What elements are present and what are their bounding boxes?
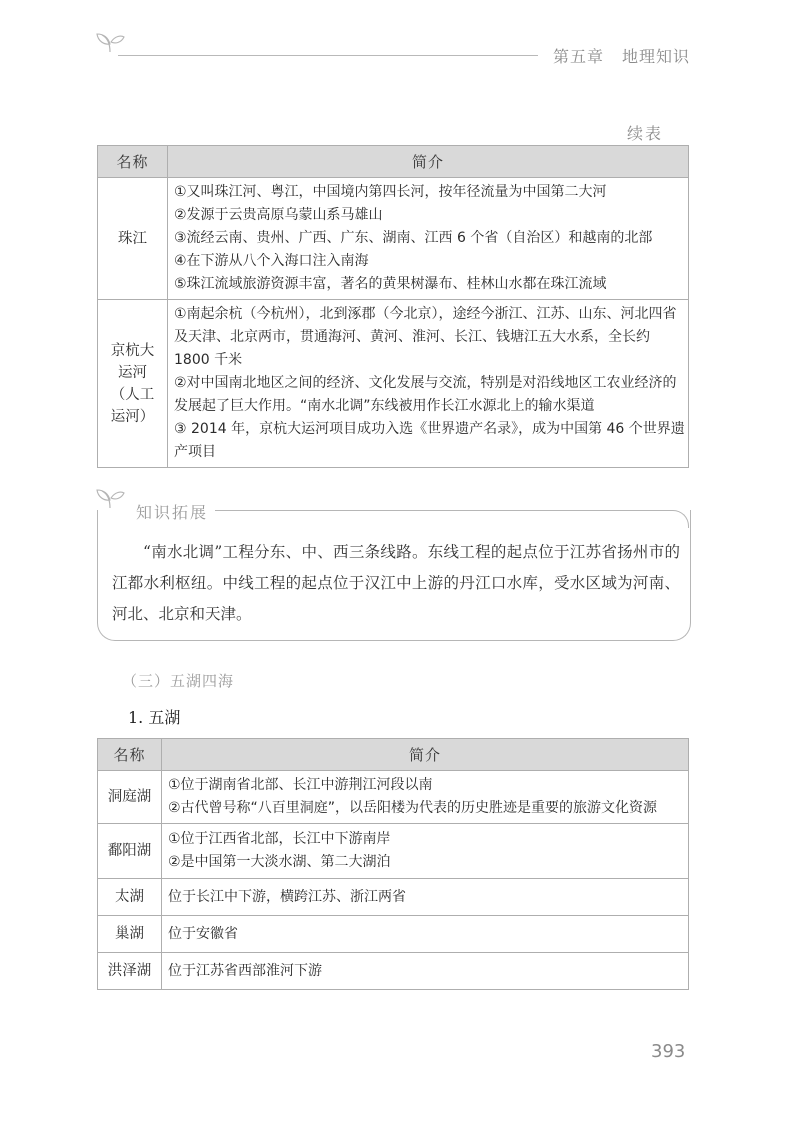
leaf-icon [94, 30, 126, 54]
col-name-header: 名称 [98, 739, 162, 771]
table-header-row [98, 146, 689, 178]
header-rule [118, 55, 538, 56]
desc-line: ②是中国第一大淡水湖、第二大湖泊 [168, 854, 391, 870]
desc-line: ①位于湖南省北部、长江中游荆江河段以南 [168, 777, 433, 793]
row-desc [168, 300, 689, 468]
table-row [98, 879, 689, 916]
desc-line: ①位于江西省北部，长江中下游南岸 [168, 831, 391, 847]
chapter-header [553, 44, 690, 67]
rivers-table [97, 145, 689, 468]
continued-label: 续表 [627, 124, 664, 143]
desc-line: ②古代曾号称“八百里洞庭”，以岳阳楼为代表的历史胜迹是重要的旅游文化资源 [168, 800, 658, 816]
table-row [98, 178, 689, 300]
row-desc [162, 771, 689, 824]
row-desc: 位于江苏省西部淮河下游 [162, 953, 689, 990]
row-name: 巢湖 [98, 916, 162, 953]
row-name: 京杭大运河（人工运河） [98, 300, 168, 468]
table-row [98, 824, 689, 879]
row-desc: 位于安徽省 [162, 916, 689, 953]
page-number: 393 [651, 1041, 686, 1062]
knowledge-text: “南水北调”工程分东、中、西三条线路。东线工程的起点位于江苏省扬州市的江都水利枢纽。中线工程的起点位于汉江中上游的丹江口水库，受水区域为河南、河北、北京和天津。 [112, 543, 680, 623]
col-desc-header: 简介 [162, 739, 689, 771]
knowledge-title: 知识拓展 [136, 503, 209, 522]
desc-line: ⑤珠江流域旅游资源丰富，著名的黄果树瀑布、桂林山水都在珠江流域 [174, 276, 607, 292]
row-desc: 位于长江中下游，横跨江苏、浙江两省 [162, 879, 689, 916]
section-title: （三）五湖四海 [122, 672, 235, 690]
table-row [98, 953, 689, 990]
col-desc-header: 简介 [168, 146, 689, 178]
desc-line: ③流经云南、贵州、广西、广东、湖南、江西 6 个省（自治区）和越南的北部 [174, 230, 653, 246]
table-row [98, 771, 689, 824]
table-header-row [98, 739, 689, 771]
row-desc [168, 178, 689, 300]
desc-line: ②对中国南北地区之间的经济、文化发展与交流，特别是对沿线地区工农业经济的发展起了巨大作用。“南水北调”东线被用作长江水源北上的输水渠道 [174, 375, 677, 414]
col-name-header: 名称 [98, 146, 168, 178]
row-name: 洪泽湖 [98, 953, 162, 990]
desc-line: ④在下游从八个入海口注入南海 [174, 253, 369, 269]
row-name: 洞庭湖 [98, 771, 162, 824]
leaf-icon [94, 486, 126, 510]
desc-line: ②发源于云贵高原乌蒙山系马雄山 [174, 207, 383, 223]
table-row [98, 916, 689, 953]
table-row [98, 300, 689, 468]
chapter-title: 地理知识 [622, 47, 691, 66]
desc-line: ①又叫珠江河、粤江，中国境内第四长河，按年径流量为中国第二大河 [174, 184, 607, 200]
lakes-table [97, 738, 689, 990]
subsection-title: 1. 五湖 [128, 708, 181, 727]
desc-line: ③ 2014 年，京杭大运河项目成功入选《世界遗产名录》，成为中国第 46 个世界遗产项目 [174, 421, 685, 460]
desc-line: ①南起余杭（今杭州），北到涿郡（今北京），途经今浙江、江苏、山东、河北四省及天津、北京两市，贯通海河、黄河、淮河、长江、钱塘江五大水系，全长约 1800 千米 [174, 306, 677, 368]
row-name: 珠江 [98, 178, 168, 300]
chapter-number: 第五章 [553, 47, 605, 66]
row-desc [162, 824, 689, 879]
row-name: 太湖 [98, 879, 162, 916]
row-name: 鄱阳湖 [98, 824, 162, 879]
